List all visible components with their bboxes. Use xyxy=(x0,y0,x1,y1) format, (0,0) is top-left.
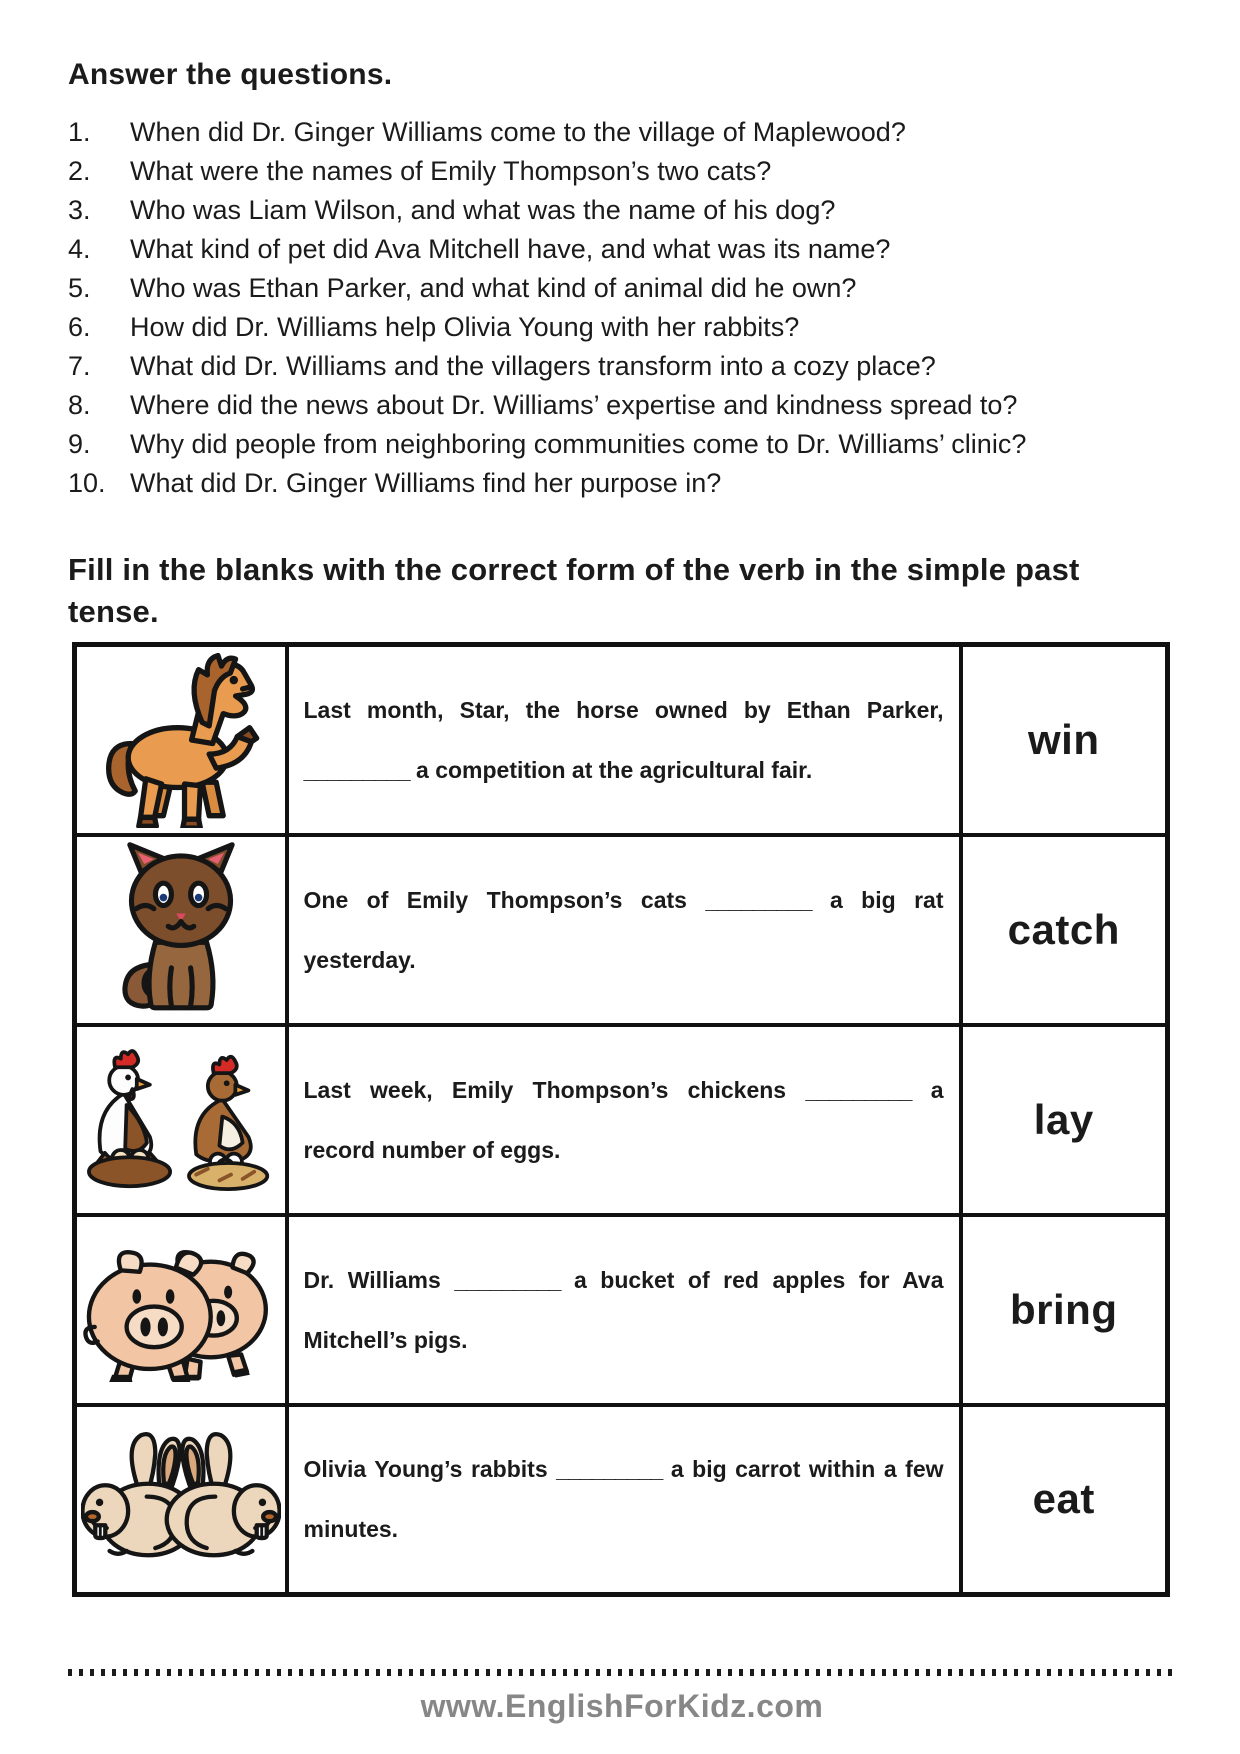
question-item xyxy=(68,269,1176,308)
sentence-pre: Dr. Williams xyxy=(303,1266,441,1293)
sentence-post: a big carrot within a few minutes. xyxy=(303,1456,944,1543)
table-row xyxy=(75,1025,1168,1215)
question-text: How did Dr. Williams help Olivia Young with her rabbits? xyxy=(130,312,800,342)
table-row xyxy=(75,1405,1168,1595)
sentence-cell xyxy=(287,1215,961,1405)
verb-label: catch xyxy=(961,835,1168,1025)
section-title-fill-blanks: Fill in the blanks with the correct form of the verb in the simple past tense. xyxy=(68,552,1080,629)
footer-url: www.EnglishForKidz.com xyxy=(420,1688,824,1724)
pigs-image xyxy=(83,1237,279,1382)
question-item xyxy=(68,386,1176,425)
verb-label: lay xyxy=(961,1025,1168,1215)
question-text: Why did people from neighboring communities come to Dr. Williams’ clinic? xyxy=(130,429,1027,459)
cat-image xyxy=(101,840,261,1019)
question-text: Who was Ethan Parker, and what kind of animal did he own? xyxy=(130,273,857,303)
question-number: 9. xyxy=(68,429,91,459)
table-row xyxy=(75,835,1168,1025)
answer-blank: _________ xyxy=(805,1076,912,1103)
question-number: 6. xyxy=(68,312,91,342)
question-number: 4. xyxy=(68,234,91,264)
exercise-table xyxy=(72,642,1170,1597)
sentence-cell xyxy=(287,1025,961,1215)
sentence-pre: Olivia Young’s rabbits xyxy=(303,1456,548,1483)
question-text: What were the names of Emily Thompson’s two cats? xyxy=(130,156,772,186)
question-number: 7. xyxy=(68,351,91,381)
cat-image-cell xyxy=(75,835,287,1025)
question-item xyxy=(68,308,1176,347)
question-item xyxy=(68,230,1176,269)
question-text: What did Dr. Williams and the villagers transform into a cozy place? xyxy=(130,351,936,381)
questions-list xyxy=(68,113,1176,503)
sentence-post: a competition at the agricultural fair. xyxy=(416,756,813,783)
sentence-post: a record number of eggs. xyxy=(303,1076,944,1163)
answer-blank: _________ xyxy=(303,756,410,783)
question-item xyxy=(68,347,1176,386)
sentence-cell xyxy=(287,1405,961,1595)
table-row xyxy=(75,645,1168,835)
verb-label: win xyxy=(961,645,1168,835)
sentence-pre: Last week, Emily Thompson’s chickens xyxy=(303,1076,787,1103)
sentence-cell xyxy=(287,835,961,1025)
question-text: Who was Liam Wilson, and what was the name of his dog? xyxy=(130,195,836,225)
question-number: 3. xyxy=(68,195,91,225)
sentence-pre: Last month, Star, the horse owned by Ethan Parker, xyxy=(303,696,944,723)
horse-image-cell xyxy=(75,645,287,835)
question-item xyxy=(68,425,1176,464)
pigs-image-cell xyxy=(75,1215,287,1405)
question-item xyxy=(68,113,1176,152)
section-title-questions: Answer the questions. xyxy=(68,58,393,91)
dotted-divider xyxy=(68,1669,1176,1676)
question-number: 8. xyxy=(68,390,91,420)
sentence-post: a big rat yesterday. xyxy=(303,886,944,973)
question-number: 2. xyxy=(68,156,91,186)
table-row xyxy=(75,1215,1168,1405)
chickens-image xyxy=(83,1047,279,1192)
sentence-cell xyxy=(287,645,961,835)
answer-blank: _________ xyxy=(705,886,812,913)
rabbits-image-cell xyxy=(75,1405,287,1595)
horse-image xyxy=(93,652,269,828)
question-item xyxy=(68,152,1176,191)
chickens-image-cell xyxy=(75,1025,287,1215)
sentence-post: a bucket of red apples for Ava Mitchell’s pigs. xyxy=(303,1266,944,1353)
question-number: 10. xyxy=(68,468,106,498)
verb-label: bring xyxy=(961,1215,1168,1405)
question-item xyxy=(68,464,1176,503)
question-text: What did Dr. Ginger Williams find her purpose in? xyxy=(130,468,722,498)
question-number: 1. xyxy=(68,117,91,147)
question-item xyxy=(68,191,1176,230)
rabbits-image xyxy=(81,1428,281,1571)
answer-blank: _________ xyxy=(454,1266,561,1293)
sentence-pre: One of Emily Thompson’s cats xyxy=(303,886,687,913)
verb-label: eat xyxy=(961,1405,1168,1595)
question-number: 5. xyxy=(68,273,91,303)
question-text: What kind of pet did Ava Mitchell have, and what was its name? xyxy=(130,234,891,264)
answer-blank: _________ xyxy=(556,1456,663,1483)
question-text: Where did the news about Dr. Williams’ expertise and kindness spread to? xyxy=(130,390,1018,420)
question-text: When did Dr. Ginger Williams come to the village of Maplewood? xyxy=(130,117,906,147)
